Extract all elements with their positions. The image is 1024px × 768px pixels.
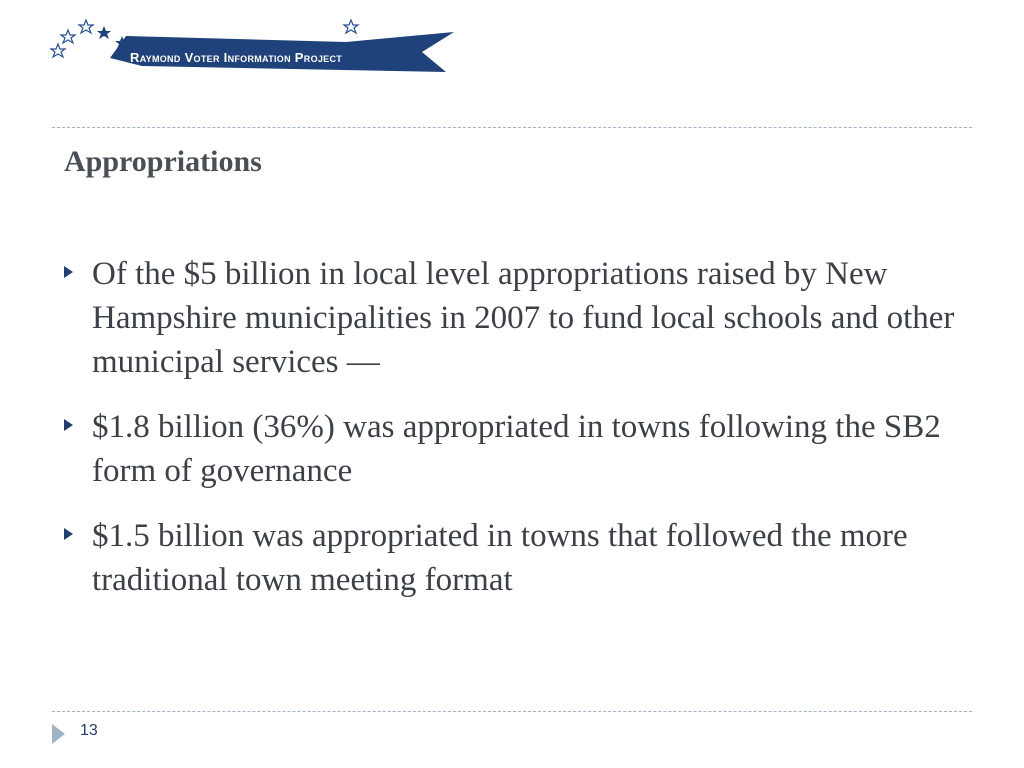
star-icon [61, 30, 75, 43]
header-divider [52, 127, 972, 128]
bullet-arrow-icon [64, 528, 73, 540]
bullet-arrow-icon [64, 419, 73, 431]
bullet-arrow-icon [64, 266, 73, 278]
bullet-text: $1.8 billion (36%) was appropriated in towns following the SB2 form of governance [92, 409, 941, 489]
bullet-item [62, 252, 962, 384]
bullet-item [62, 514, 962, 602]
raymond-voter-logo [46, 14, 466, 78]
bullet-text: $1.5 billion was appropriated in towns that followed the more traditional town meeting format [92, 518, 908, 598]
bullet-text: Of the $5 billion in local level appropriations raised by New Hampshire municipalities in 2007 to fund local schools and other municipal services — [92, 256, 955, 380]
slide-title: Appropriations [64, 145, 262, 178]
star-icon [344, 20, 358, 33]
logo-text: Raymond Voter Information Project [130, 50, 343, 65]
star-icon [79, 20, 93, 33]
star-icon [97, 26, 111, 39]
bullet-list [62, 252, 962, 623]
footer-arrow-icon [52, 724, 65, 744]
footer-divider [52, 711, 972, 712]
filled-star-icons [97, 26, 129, 49]
star-icon [51, 44, 65, 57]
bullet-item [62, 405, 962, 493]
page-number: 13 [80, 722, 98, 739]
